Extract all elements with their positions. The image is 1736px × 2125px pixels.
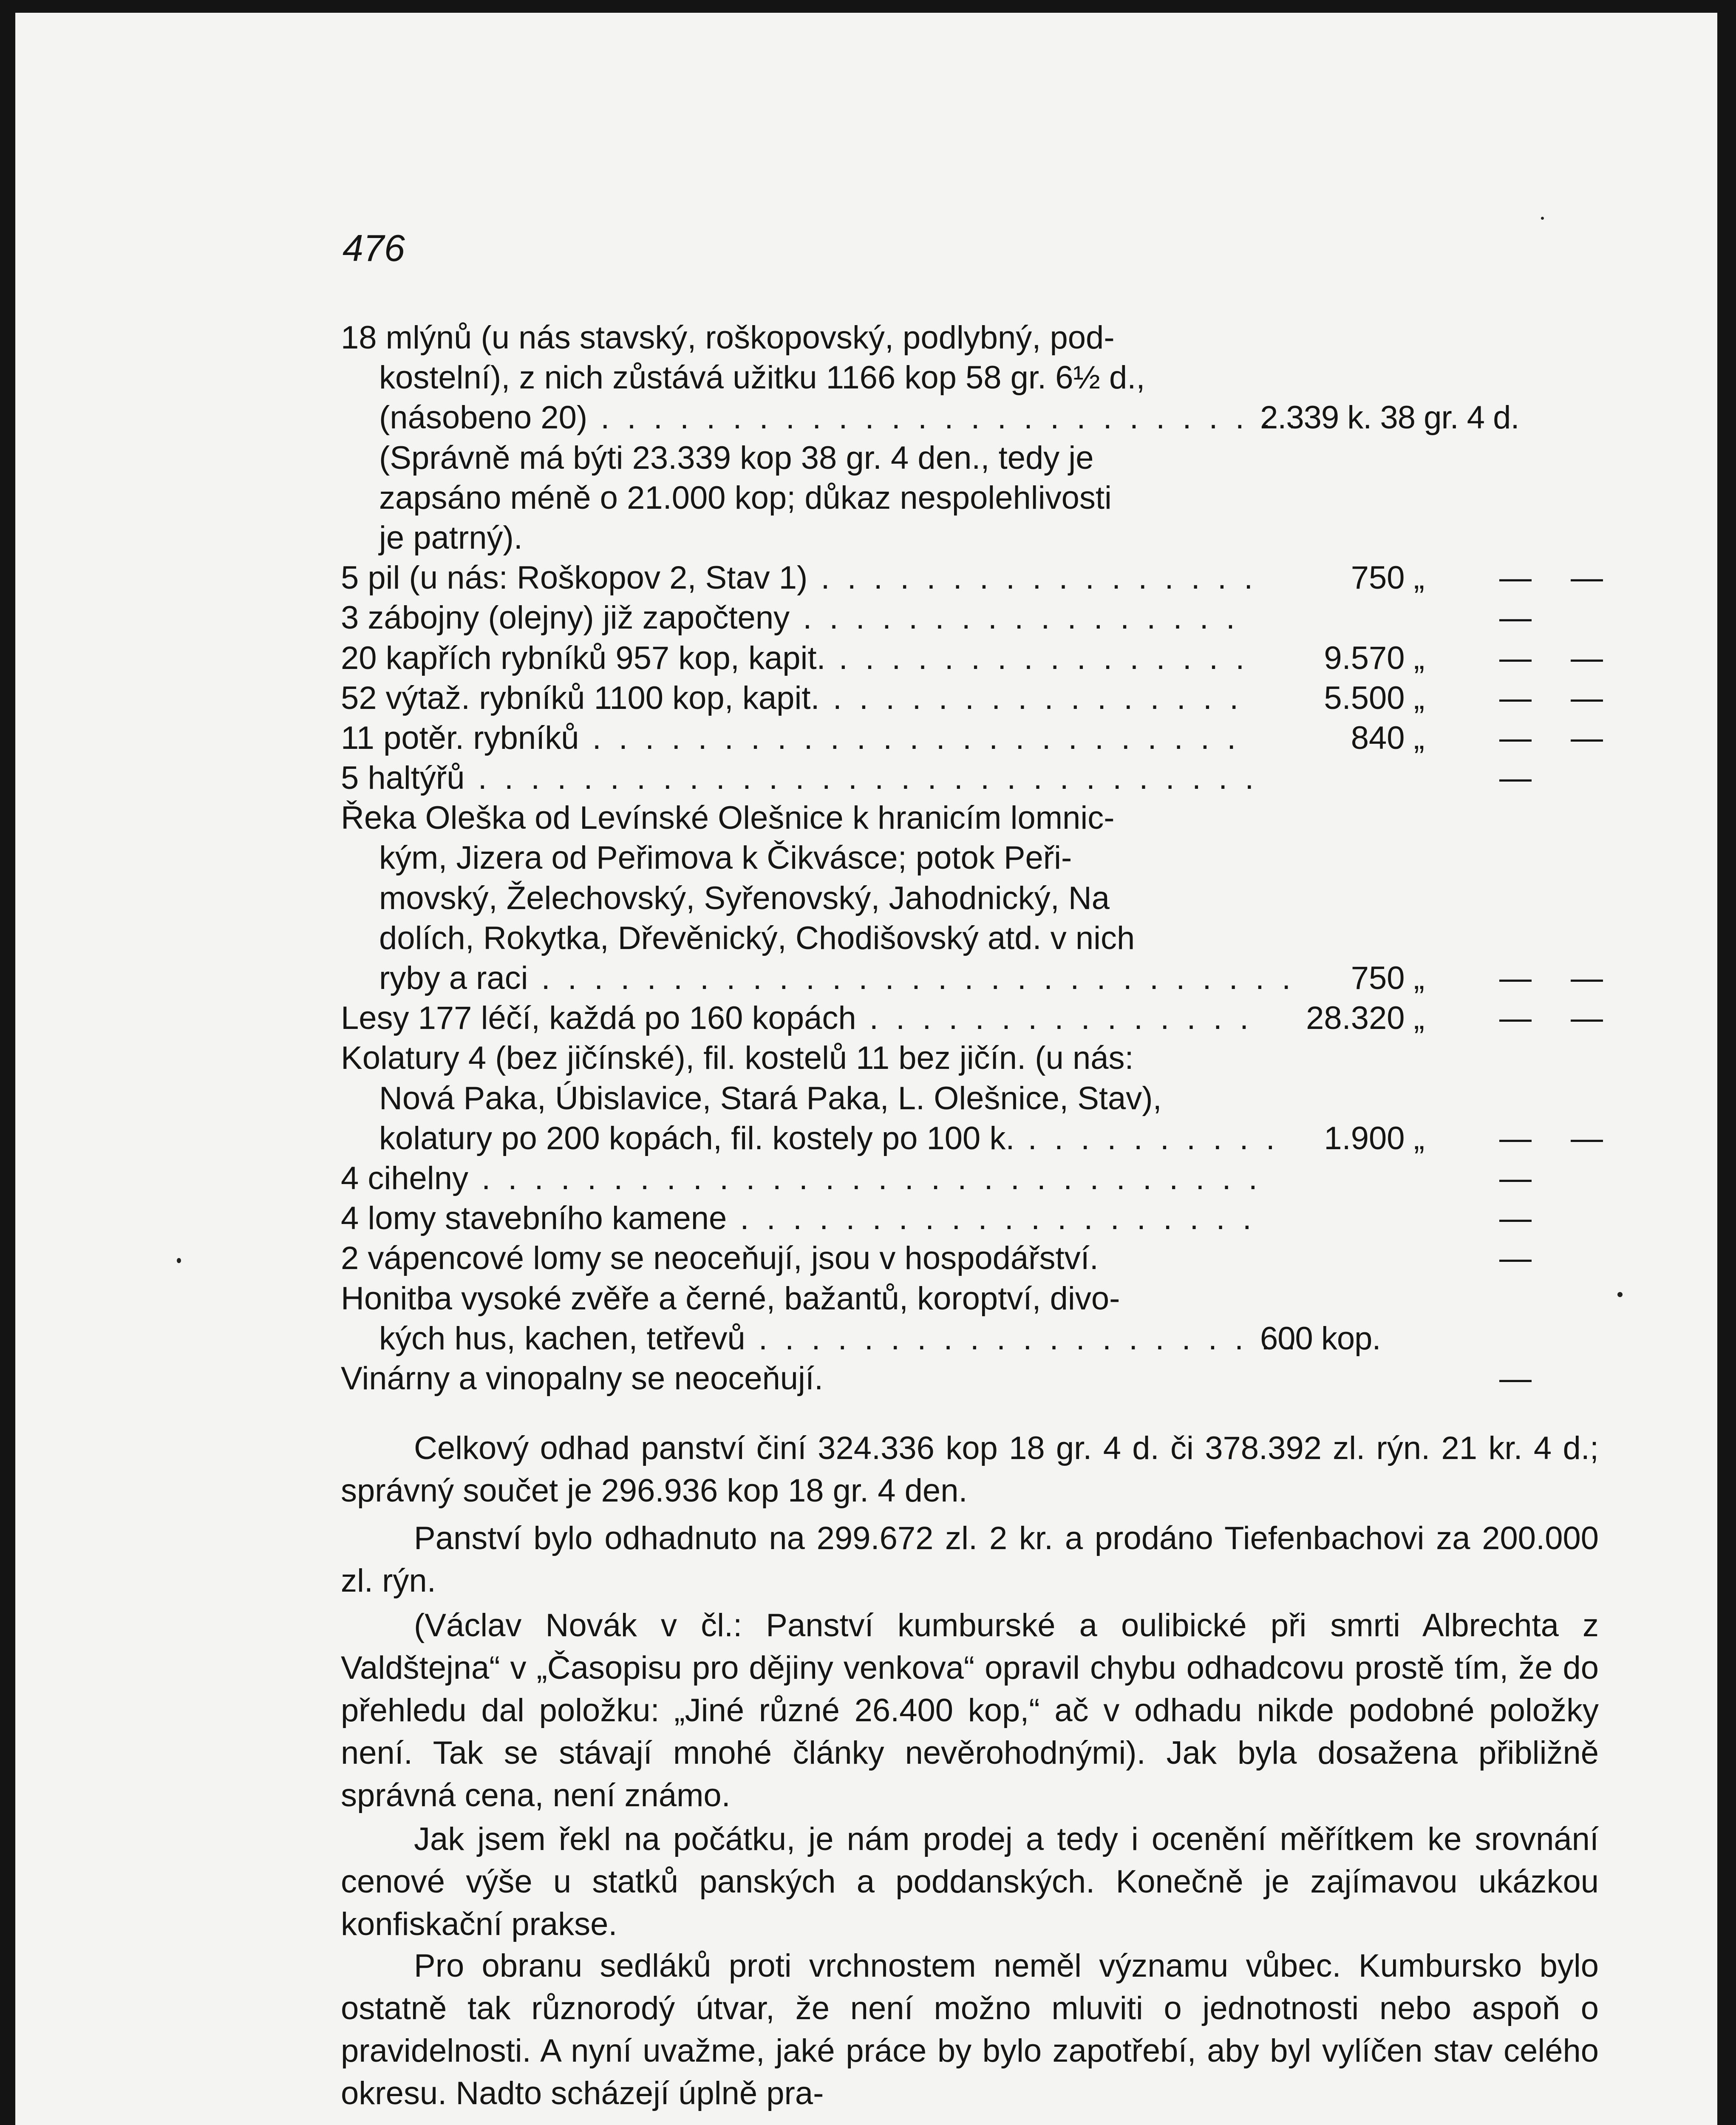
valuation-entry [341, 438, 1599, 558]
entry-text: 3 zábojny (olejny) již započteny [341, 600, 790, 636]
valuation-entry [341, 1038, 1603, 1159]
amount-value: 9.570 „ [1324, 640, 1424, 676]
groschen-dash: — [1499, 600, 1532, 636]
entry-text: 5 pil (u nás: Roškopov 2, Stav 1) [341, 560, 808, 596]
valuation-entry [341, 1238, 1599, 1278]
valuation-entry [341, 1198, 1599, 1238]
entry-text: (násobeno 20) [379, 400, 588, 436]
denar-dash: — [1571, 640, 1603, 676]
entry-text: Lesy 177 léčí, každá po 160 kopách [341, 1000, 856, 1037]
entry-text: 52 výtaž. rybníků 1100 kop, kapit. [341, 680, 820, 716]
entry-text: zapsáno méně o 21.000 kop; důkaz nespolehlivosti [379, 479, 1112, 516]
valuation-entry [341, 798, 1603, 998]
scan-speck [1617, 1292, 1623, 1297]
entry-line [341, 598, 1255, 638]
groschen-dash: — [1499, 760, 1532, 796]
valuation-entry [341, 318, 1599, 438]
denar-dash: — [1571, 680, 1603, 716]
paragraph-sale: Panství bylo odhadnuto na 299.672 zl. 2 kr. a prodáno Tiefenbachovi za 200.000 zl. rýn. [341, 1520, 1599, 1599]
entry-text: 18 mlýnů (u nás stavský, roškopovský, podlybný, pod- [341, 320, 1115, 356]
entry-line [341, 838, 1599, 878]
amount-value: 750 „ [1351, 960, 1424, 996]
amount-column [1259, 1159, 1599, 1198]
dot-leader [745, 1320, 1293, 1357]
valuation-entry [341, 998, 1603, 1038]
entry-text: 4 lomy stavebního kamene [341, 1200, 727, 1237]
groschen-dash: — [1499, 1000, 1532, 1037]
valuation-entry [341, 718, 1603, 758]
valuation-entry [341, 598, 1599, 638]
entry-text: Kolatury 4 (bez jičínské), fil. kostelů 11 bez jičín. (u nás: [341, 1040, 1134, 1077]
amount-value: 2.339 k. 38 gr. 4 d. [1260, 400, 1519, 436]
dot-leader [820, 680, 1255, 716]
valuation-entry [341, 758, 1599, 798]
amount-column [1259, 598, 1599, 638]
groschen-dash: — [1499, 1160, 1532, 1196]
groschen-dash: — [1499, 960, 1532, 996]
amount-column [1259, 1238, 1599, 1278]
entry-text: (Správně má býti 23.339 kop 38 gr. 4 den., tedy je [379, 439, 1094, 476]
entry-line [341, 1079, 1599, 1119]
entry-text: Řeka Oleška od Levínské Olešnice k hranicím lomnic- [341, 800, 1115, 836]
entry-text: 4 cihelny [341, 1160, 468, 1196]
entry-line [341, 638, 1255, 678]
entry-line [341, 318, 1599, 358]
entry-line [341, 718, 1255, 758]
amount-column [1259, 1198, 1599, 1238]
amount-column [1259, 558, 1603, 598]
entry-text: kých hus, kachen, tetřevů [379, 1320, 745, 1357]
paragraph-novak-note: (Václav Novák v čl.: Panství kumburské a oulibické při smrti Albrechta z Valdštejna“ v „Časopisu pro dějiny venkova“ opravil chybu odhadcovu prostě tím, že do přehledu dal položku: „Jiné různé 26.400 kop,“ ač v odhadu nikde podobné položky není. Tak se stávají mnohé články nevěrohodnými). Jak byla dosažena přibližně správná cena, není známo. [341, 1607, 1599, 1813]
entry-line [341, 958, 1293, 998]
dot-leader [579, 720, 1255, 756]
scan-speck [1541, 217, 1544, 220]
entry-line [341, 998, 1255, 1038]
entry-text: Vinárny a vinopalny se neoceňují. [341, 1360, 824, 1397]
dot-leader [826, 640, 1255, 676]
valuation-entry [341, 558, 1603, 598]
groschen-dash: — [1499, 1200, 1532, 1237]
entry-line [341, 1198, 1255, 1238]
amount-value: 840 „ [1351, 720, 1424, 756]
denar-dash: — [1571, 1000, 1603, 1037]
amount-column [1259, 638, 1603, 678]
dot-leader [587, 400, 1293, 436]
entry-line [341, 678, 1255, 718]
dot-leader [1015, 1120, 1293, 1156]
entry-text: dolích, Rokytka, Dřevěnický, Chodišovský atd. v nich [379, 920, 1135, 956]
entry-text: 20 kapřích rybníků 957 kop, kapit. [341, 640, 826, 676]
entry-text: 11 potěr. rybníků [341, 720, 579, 756]
entry-line [341, 358, 1599, 398]
denar-dash: — [1571, 960, 1603, 996]
entry-line [341, 438, 1599, 478]
amount-value: 1.900 „ [1324, 1120, 1424, 1156]
dot-leader [468, 1160, 1255, 1196]
amount-column [1259, 678, 1603, 718]
denar-dash: — [1571, 1120, 1603, 1156]
valuation-entry [341, 1159, 1599, 1198]
amount-column [1259, 1119, 1603, 1159]
entry-line [341, 1038, 1599, 1078]
denar-dash: — [1571, 560, 1603, 596]
entry-line [341, 1279, 1599, 1319]
amount-column [1259, 758, 1599, 798]
entry-line [341, 878, 1599, 918]
entry-text: 5 haltýřů [341, 760, 465, 796]
amount-value: 28.320 „ [1306, 1000, 1424, 1037]
entry-line [341, 1159, 1255, 1198]
entry-line [341, 758, 1255, 798]
amount-column [1259, 958, 1603, 998]
amount-column [1259, 1319, 1599, 1359]
groschen-dash: — [1499, 560, 1532, 596]
entry-line [341, 918, 1599, 958]
groschen-dash: — [1499, 1240, 1532, 1277]
entry-line [341, 558, 1255, 598]
book-page [15, 13, 1717, 2125]
entry-text: movský, Želechovský, Syřenovský, Jahodnický, Na [379, 880, 1110, 916]
amount-column [1259, 1359, 1599, 1399]
dot-leader [727, 1200, 1255, 1236]
amount-column [1259, 718, 1603, 758]
groschen-dash: — [1499, 680, 1532, 716]
entry-text: je patrný). [379, 519, 523, 556]
amount-value: 600 kop. [1260, 1320, 1381, 1357]
entry-line [341, 798, 1599, 838]
groschen-dash: — [1499, 1360, 1532, 1397]
amount-value: 5.500 „ [1324, 680, 1424, 716]
entry-text: 2 vápencové lomy se neoceňují, jsou v hospodářství. [341, 1240, 1099, 1277]
paragraph-peasant-defence: Pro obranu sedláků proti vrchnostem neměl významu vůbec. Kumbursko bylo ostatně tak různorodý útvar, že není možno mluviti o jednotnosti nebo aspoň o pravidelnosti. A nyní uvažme, jaké práce by bylo zapotřebí, aby byl vylíčen stav celého okresu. Nadto scházejí úplně pra- [341, 1948, 1599, 2111]
entry-text: Honitba vysoké zvěře a černé, bažantů, koroptví, divo- [341, 1280, 1120, 1317]
entry-line [341, 398, 1293, 438]
valuation-entry [341, 638, 1603, 678]
scan-speck [177, 1258, 181, 1263]
entry-text: ryby a raci [379, 960, 528, 996]
page-number: 476 [343, 227, 405, 269]
entry-text: kolatury po 200 kopách, fil. kostely po 100 k. [379, 1120, 1015, 1156]
groschen-dash: — [1499, 640, 1532, 676]
entry-line [341, 478, 1599, 518]
dot-leader [807, 560, 1255, 596]
groschen-dash: — [1499, 1120, 1532, 1156]
valuation-entry [341, 678, 1603, 718]
entry-text: Nová Paka, Úbislavice, Stará Paka, L. Olešnice, Stav), [379, 1080, 1162, 1116]
dot-leader [528, 960, 1293, 996]
dot-leader [790, 600, 1255, 636]
amount-value: 750 „ [1351, 560, 1424, 596]
entry-line [341, 1119, 1293, 1159]
dot-leader [856, 1000, 1255, 1036]
dot-leader [465, 760, 1255, 796]
entry-line [341, 518, 1599, 558]
valuation-entry [341, 1279, 1599, 1359]
groschen-dash: — [1499, 720, 1532, 756]
entry-text: kým, Jizera od Peřimova k Čikvásce; potok Peři- [379, 840, 1072, 876]
valuation-entry [341, 1359, 1599, 1399]
estate-valuation-list [341, 318, 1603, 1399]
entry-line [341, 1319, 1293, 1359]
paragraph-total-estimate: Celkový odhad panství činí 324.336 kop 18 gr. 4 d. či 378.392 zl. rýn. 21 kr. 4 d.; správný součet je 296.936 kop 18 gr. 4 den. [341, 1430, 1599, 1509]
entry-text: kostelní), z nich zůstává užitku 1166 kop 58 gr. 6½ d., [379, 360, 1145, 396]
amount-column [1259, 998, 1603, 1038]
paragraph-valuation-purpose: Jak jsem řekl na počátku, je nám prodej a tedy i ocenění měřítkem ke srovnání cenové výše u statků panských a poddanských. Konečně je zajímavou ukázkou konfiskační prakse. [341, 1821, 1599, 1942]
denar-dash: — [1571, 720, 1603, 756]
amount-column [1259, 398, 1599, 438]
